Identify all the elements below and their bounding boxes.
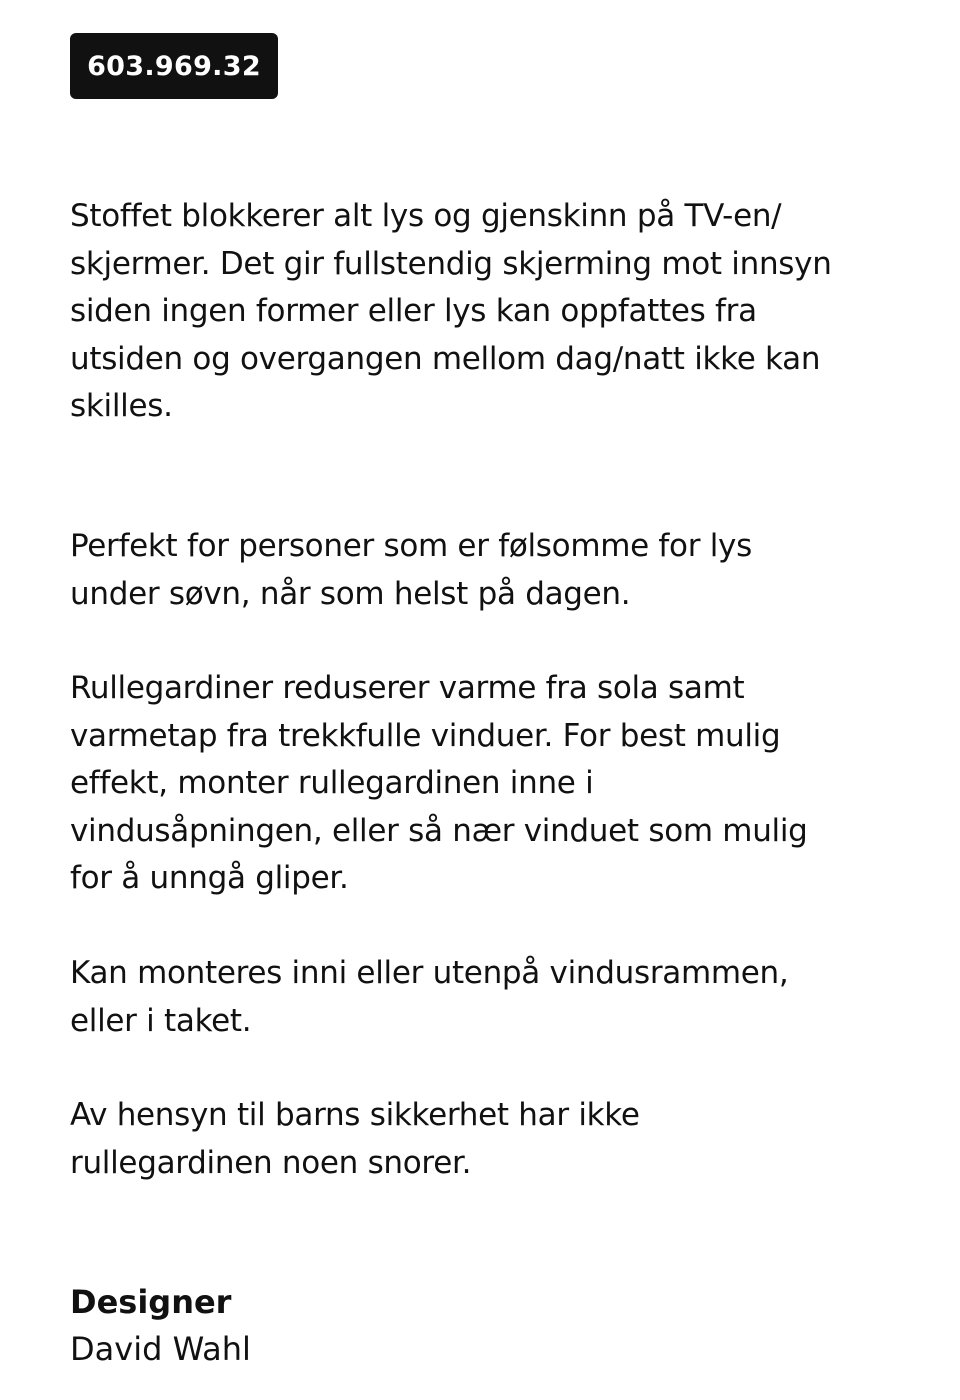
designer-heading: Designer (70, 1283, 232, 1321)
description-paragraph: Perfekt for personer som er følsomme for lys under søvn, når som helst på dagen. (70, 528, 752, 612)
description-paragraph: Kan monteres inni eller utenpå vindusrammen, eller i taket. (70, 955, 789, 1039)
description-paragraph: Stoffet blokkerer alt lys og gjenskinn på TV-en/ skjermer. Det gir fullstendig skjerming mot innsyn siden ingen former eller lys kan oppfattes fra utsiden og overgangen mellom dag/natt ikke kan skilles. (70, 198, 832, 424)
designer-name: David Wahl (70, 1330, 251, 1368)
article-number-badge: 603.969.32 (70, 33, 278, 99)
description-paragraph: Rullegardiner reduserer varme fra sola samt varmetap fra trekkfulle vinduer. For best mulig effekt, monter rullegardinen inne i vindusåpningen, eller så nær vinduet som mulig for å unngå gliper. (70, 670, 808, 896)
description-paragraph: Av hensyn til barns sikkerhet har ikke rullegardinen noen snorer. (70, 1097, 640, 1181)
